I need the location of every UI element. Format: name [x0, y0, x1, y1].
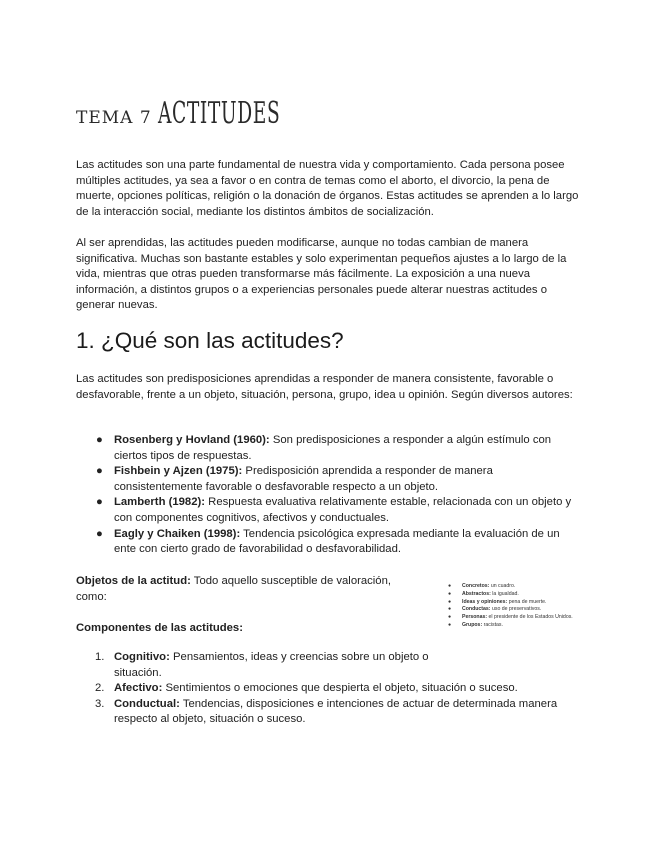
intro-paragraph-1: Las actitudes son una parte fundamental de nuestra vida y comportamiento. Cada persona posee múltiples actitudes, ya sea a favor o en contra de temas como el aborto, el divorcio, la pena de muerte, opciones políticas, religión o la donación de órganos. Estas actitudes se aprenden a lo largo de la interacción social, mediante los distintos ámbitos de socialización.: [76, 159, 579, 218]
list-item: ● Grupos: racistas.: [448, 621, 503, 628]
author-definition: Predisposición aprendida a responder de manera consistentemente favorable o desfavorable respecto a un objeto.: [114, 465, 493, 493]
page-title: [76, 96, 355, 131]
components-list: [76, 650, 582, 728]
component-name: Afectivo:: [114, 682, 163, 695]
component-text: Sentimientos o emociones que despierta el objeto, situación o suceso.: [162, 682, 518, 695]
component-text: Tendencias, disposiciones e intenciones de actuar de determinada manera respecto al objeto, situación o suceso.: [114, 697, 558, 726]
list-item: 3. Conductual: Tendencias, disposiciones e intenciones de actuar de determinada manera respecto al objeto, situación o suceso.: [95, 697, 558, 726]
list-item: 1. Cognitivo: Pensamientos, ideas y creencias sobre un objeto o situación.: [95, 651, 429, 679]
title-prefix: TEMA 7: [76, 108, 152, 128]
list-item: ● Rosenberg y Hovland (1960): Son predisposiciones a responder a algún estímulo con ciertos tipos de respuestas.: [96, 434, 552, 462]
objects-text: Todo aquello susceptible de valoración, como:: [76, 575, 392, 603]
list-item: ● Eagly y Chaiken (1998): Tendencia psicológica expresada mediante la evaluación de un ente con cierto grado de favorabilidad o desfavorabilidad.: [96, 527, 560, 556]
objects-list: [448, 583, 638, 630]
objects-paragraph: [76, 574, 416, 605]
definition-paragraph: Las actitudes son predisposiciones aprendidas a responder de manera consistente, favorable o desfavorable, frente a un objeto, situación, persona, grupo, idea u opinión. Según diversos autores:: [76, 373, 573, 401]
authors-list: [76, 433, 582, 558]
list-item: ● Ideas y opiniones: pena de muerte.: [448, 598, 547, 605]
component-name: Conductual:: [114, 697, 180, 710]
list-item: 2. Afectivo: Sentimientos o emociones que despierta el objeto, situación o suceso.: [95, 682, 518, 695]
component-name: Cognitivo:: [114, 651, 170, 663]
list-item: ● Lamberth (1982): Respuesta evaluativa relativamente estable, relacionada con un objeto y con componentes cognitivos, afectivos y conductuales.: [96, 496, 572, 524]
list-item: ● Concretos: un cuadro.: [448, 583, 516, 589]
list-item: ● Fishbein y Ajzen (1975): Predisposición aprendida a responder de manera consistentemente favorable o desfavorable respecto a un objeto.: [96, 465, 493, 493]
list-item: ● Personas: el presidente de los Estados Unidos.: [448, 614, 573, 621]
author-definition: Respuesta evaluativa relativamente estable, relacionada con un objeto y con componentes cognitivos, afectivos y conductuales.: [114, 496, 572, 524]
list-item: ● Conductas: uso de preservativos.: [448, 606, 542, 613]
intro-paragraph-2: Al ser aprendidas, las actitudes pueden modificarse, aunque no todas cambian de manera significativa. Muchas son bastante estables y solo experimentan pequeños ajustes a lo largo de la vida, mientras que otras pueden transformarse más fácilmente. La exposición a una nueva información, a distintos grupos o a experiencias personales puede alterar nuestras actitudes o generar nuevas.: [76, 237, 567, 312]
objects-label: Objetos de la actitud:: [76, 575, 191, 587]
list-item: ● Abstractos: la igualdad.: [448, 590, 519, 597]
section-heading: 1. ¿Qué son las actitudes?: [76, 328, 344, 353]
component-text: Pensamientos, ideas y creencias sobre un objeto o situación.: [114, 651, 429, 679]
title-main: ACTITUDES: [157, 96, 281, 131]
author-name: Eagly y Chaiken (1998):: [114, 527, 241, 540]
author-definition: Son predisposiciones a responder a algún estímulo con ciertos tipos de respuestas.: [114, 434, 552, 462]
author-name: Lamberth (1982):: [114, 496, 206, 509]
author-name: Rosenberg y Hovland (1960):: [114, 434, 270, 446]
components-label: Componentes de las actitudes:: [76, 622, 243, 634]
author-definition: Tendencia psicológica expresada mediante la evaluación de un ente con cierto grado de favorabilidad o desfavorabilidad.: [114, 527, 560, 556]
author-name: Fishbein y Ajzen (1975):: [114, 465, 243, 478]
